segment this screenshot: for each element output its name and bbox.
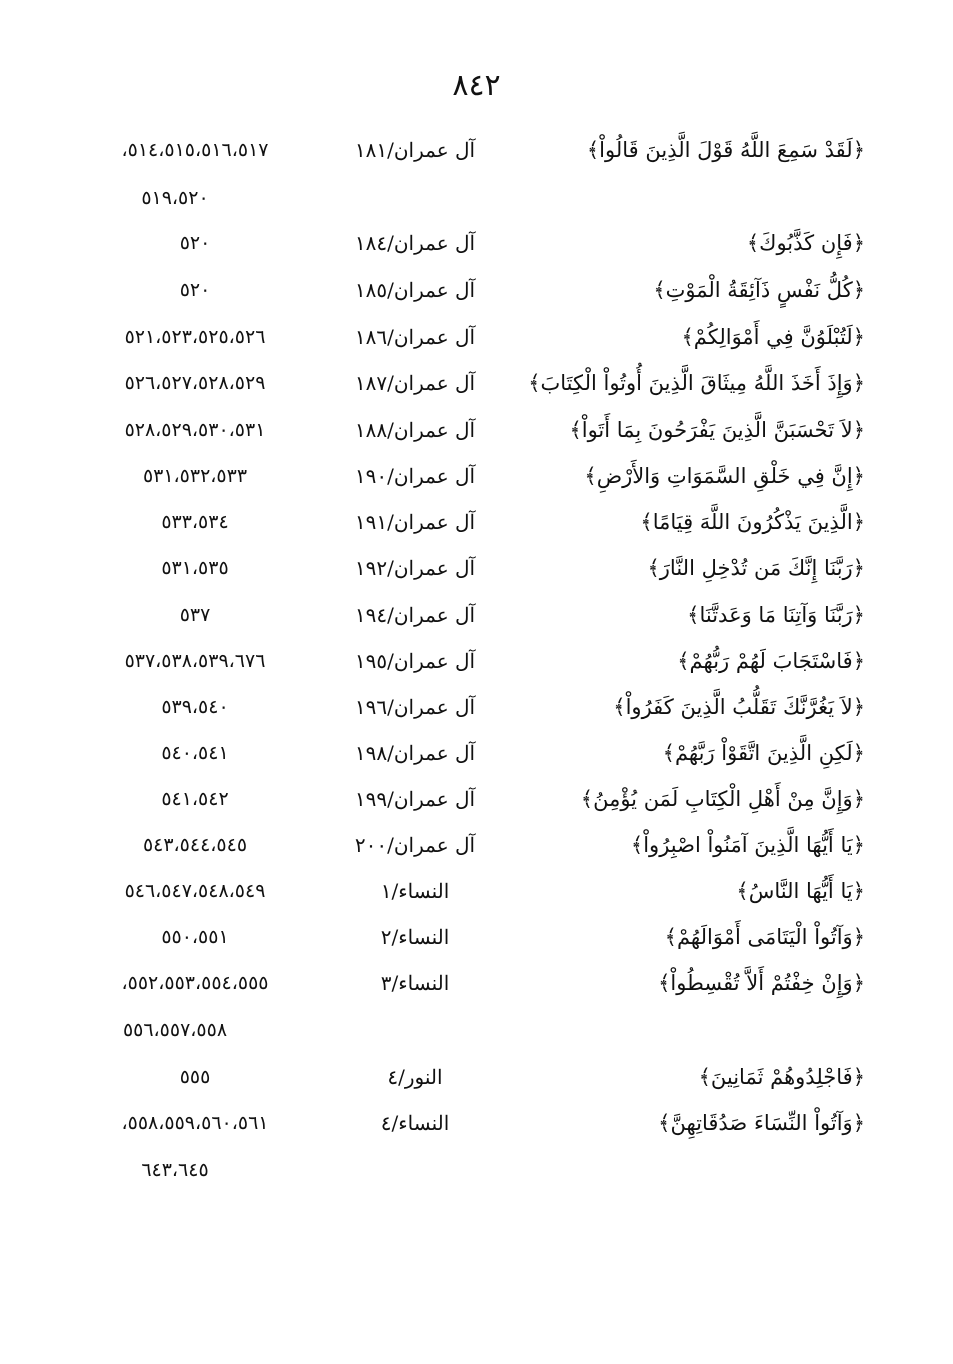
page-references-continued: ٥١٩،٥٢٠ — [141, 187, 209, 209]
index-row — [0, 917, 953, 957]
index-row — [0, 687, 953, 727]
page-references: ٥٣٧،٥٣٨،٥٣٩،٦٧٦ — [124, 650, 266, 672]
index-row — [0, 548, 953, 588]
page-references: ٥٥٨،٥٥٩،٥٦٠،٥٦١، — [121, 1112, 269, 1134]
index-row — [0, 502, 953, 542]
verse-text: ﴿وَإِنَّ مِنْ أَهْلِ الْكِتَابِ لَمَن يُؤْمِنُ﴾ — [580, 787, 865, 811]
page-references: ٥٢٨،٥٢٩،٥٣٠،٥٣١ — [124, 419, 266, 441]
index-row — [0, 1057, 953, 1097]
surah-reference: آل عمران/١٩٠ — [354, 464, 476, 488]
index-row — [0, 595, 953, 635]
index-row — [0, 779, 953, 819]
index-row — [0, 963, 953, 1003]
verse-text: ﴿وَإِذَ أَخَذَ اللَّهُ مِيثَاقَ الَّذِينَ أُوتُواْ الْكِتَابَ﴾ — [528, 371, 865, 395]
verse-text: ﴿لاَ يَغُرَّنَّكَ تَقَلُّبُ الَّذِينَ كَفَرُواْ﴾ — [613, 695, 865, 719]
page-references: ٥١٤،٥١٥،٥١٦،٥١٧، — [121, 139, 269, 161]
surah-reference: آل عمران/١٩٦ — [354, 695, 476, 719]
index-row — [0, 733, 953, 773]
surah-reference: آل عمران/١٩٥ — [354, 649, 476, 673]
surah-reference: النور/٤ — [387, 1065, 443, 1089]
index-row — [0, 223, 953, 263]
verse-text: ﴿فَاجْلِدُوهُمْ ثَمَانِينَ﴾ — [698, 1065, 865, 1089]
page-references: ٥٥٠،٥٥١ — [161, 926, 229, 948]
page-references-continued: ٥٥٦،٥٥٧،٥٥٨ — [122, 1019, 228, 1041]
verse-text: ﴿لَتُبْلَوُنَّ فِي أَمْوَالِكُمْ﴾ — [681, 325, 865, 349]
surah-reference: النساء/٣ — [380, 971, 450, 995]
page-references: ٥٣٧ — [179, 604, 211, 626]
surah-reference: آل عمران/١٨٧ — [354, 371, 476, 395]
verse-text: ﴿لَقَدْ سَمِعَ اللَّهُ قَوْلَ الَّذِينَ قَالُواْ﴾ — [586, 138, 865, 162]
verse-text: ﴿يَا أَيُّهَا النَّاسُ﴾ — [736, 879, 865, 903]
surah-reference: آل عمران/١٨٤ — [354, 231, 476, 255]
page-references: ٥٤٣،٥٤٤،٥٤٥ — [142, 834, 248, 856]
page-references: ٥٣١،٥٣٥ — [161, 557, 229, 579]
page-references: ٥٣١،٥٣٢،٥٣٣ — [142, 465, 248, 487]
verse-text: ﴿لاَ تَحْسَبَنَّ الَّذِينَ يَفْرَحُونَ بِمَا أَتَواْ﴾ — [569, 418, 865, 442]
surah-reference: آل عمران/١٨٥ — [354, 278, 476, 302]
verse-text: ﴿يَا أَيُّهَا الَّذِينَ آمَنُواْ اصْبِرُواْ﴾ — [630, 833, 865, 857]
verse-text: ﴿الَّذِينَ يَذْكُرُونَ اللَّهَ قِيَامًا﴾ — [640, 510, 865, 534]
index-row — [0, 641, 953, 681]
page-references: ٥٤١،٥٤٢ — [161, 788, 229, 810]
index-row — [0, 410, 953, 450]
surah-reference: آل عمران/١٨٦ — [354, 325, 476, 349]
index-row — [0, 825, 953, 865]
page-references: ٥٢٦،٥٢٧،٥٢٨،٥٢٩ — [124, 372, 266, 394]
page-references: ٥٢٠ — [179, 232, 211, 254]
page-references: ٥٢٠ — [179, 279, 211, 301]
verse-text: ﴿وَآتُواْ النِّسَاءَ صَدُقَاتِهِنَّ﴾ — [658, 1111, 865, 1135]
surah-reference: النساء/١ — [380, 879, 450, 903]
page-references: ٥٢١،٥٢٣،٥٢٥،٥٢٦ — [124, 326, 266, 348]
index-row — [0, 130, 953, 170]
index-row — [0, 456, 953, 496]
index-row — [0, 871, 953, 911]
index-row-continuation — [0, 178, 953, 218]
page-references: ٥٣٩،٥٤٠ — [161, 696, 229, 718]
verse-text: ﴿وَآتُواْ الْيَتَامَى أَمْوَالَهُمْ﴾ — [664, 925, 865, 949]
page-references: ٥٣٣،٥٣٤ — [161, 511, 229, 533]
index-row-continuation — [0, 1150, 953, 1190]
index-row-continuation — [0, 1010, 953, 1050]
verse-text: ﴿فَإِن كَذَّبُوكَ﴾ — [746, 231, 865, 255]
verse-text: ﴿إِنَّ فِي خَلْقِ السَّمَوَاتِ وَالأَرْضِ﴾ — [584, 464, 865, 488]
verse-text: ﴿رَبَّنَا إِنَّكَ مَن تُدْخِلِ النَّارَ﴾ — [647, 556, 865, 580]
surah-reference: آل عمران/١٩٢ — [354, 556, 476, 580]
index-row — [0, 363, 953, 403]
verse-text: ﴿رَبَّنَا وَآتِنَا مَا وَعَدتَّنَا﴾ — [687, 603, 865, 627]
page-references: ٥٤٦،٥٤٧،٥٤٨،٥٤٩ — [124, 880, 266, 902]
index-row — [0, 270, 953, 310]
verse-text: ﴿كُلُّ نَفْسٍ ذَآئِقَةُ الْمَوْتِ﴾ — [653, 278, 865, 302]
page-references: ٥٤٠،٥٤١ — [161, 742, 229, 764]
surah-reference: آل عمران/١٨٨ — [354, 418, 476, 442]
verse-text: ﴿لَكِنِ الَّذِينَ اتَّقَوْاْ رَبَّهُمْ﴾ — [662, 741, 865, 765]
surah-reference: آل عمران/١٩١ — [354, 510, 476, 534]
page-references: ٥٥٥ — [179, 1066, 211, 1088]
page-references: ٥٥٢،٥٥٣،٥٥٤،٥٥٥، — [121, 972, 269, 994]
surah-reference: آل عمران/١٩٨ — [354, 741, 476, 765]
verse-index — [0, 130, 953, 1210]
surah-reference: النساء/٢ — [380, 925, 450, 949]
surah-reference: آل عمران/١٨١ — [354, 138, 476, 162]
verse-text: ﴿فَاسْتَجَابَ لَهُمْ رَبُّهُمْ﴾ — [677, 649, 865, 673]
surah-reference: آل عمران/١٩٩ — [354, 787, 476, 811]
surah-reference: آل عمران/١٩٤ — [354, 603, 476, 627]
index-row — [0, 317, 953, 357]
verse-text: ﴿وَإِنْ خِفْتُمْ أَلاَّ تُقْسِطُواْ﴾ — [658, 971, 865, 995]
page-number: ٨٤٢ — [452, 68, 501, 103]
surah-reference: النساء/٤ — [380, 1111, 450, 1135]
surah-reference: آل عمران/٢٠٠ — [354, 833, 476, 857]
index-row — [0, 1103, 953, 1143]
page-references-continued: ٦٤٣،٦٤٥ — [141, 1159, 209, 1181]
